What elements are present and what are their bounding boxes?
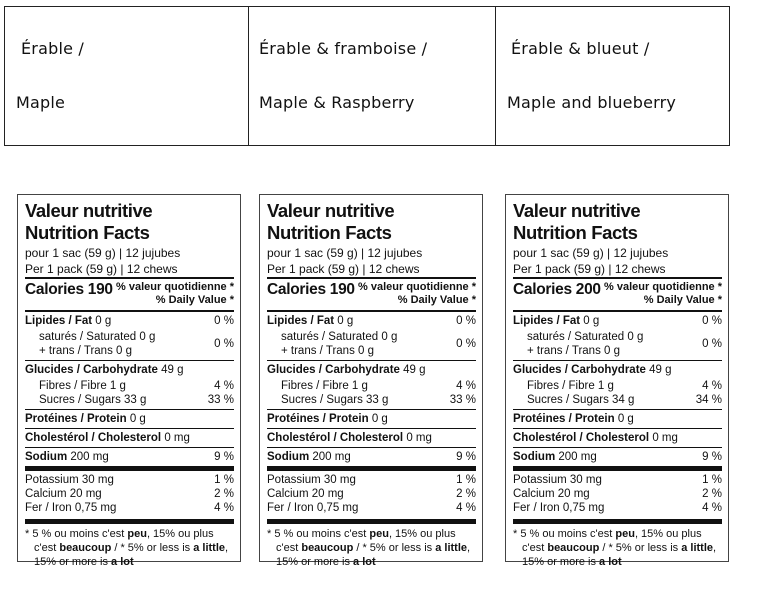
calcium-dv: 2 % <box>214 488 234 500</box>
calories-row <box>513 279 722 310</box>
sodium-dv: 9 % <box>214 451 234 463</box>
sodium-amount: 200 mg <box>558 451 597 463</box>
saturated-trans-dv: 0 % <box>456 338 476 350</box>
label-title-en: Nutrition Facts <box>267 222 392 243</box>
fat-amount: 0 g <box>95 315 112 327</box>
footnote-emph: a lot <box>111 556 134 568</box>
fat-label: Lipides / Fat <box>513 315 581 327</box>
protein-label: Protéines / Protein <box>513 413 615 425</box>
footnote-text: 15% or more is <box>522 556 600 568</box>
footnote-emph: peu <box>127 528 147 540</box>
carb-row <box>267 361 476 379</box>
footnote-emph: a lot <box>599 556 622 568</box>
calories: Calories 190 <box>267 281 355 298</box>
saturated-trans-row <box>513 330 722 358</box>
serving-en: Per 1 pack (59 g) | 12 chews <box>513 261 666 276</box>
calcium: Calcium 20 mg <box>267 488 344 500</box>
nutrition-label <box>259 194 483 568</box>
fibre: Fibres / Fibre 1 g <box>281 380 368 392</box>
fat-amount: 0 g <box>583 315 600 327</box>
serving-en: Per 1 pack (59 g) | 12 chews <box>267 261 420 276</box>
carb-amount: 49 g <box>161 364 184 376</box>
fibre-dv: 4 % <box>702 380 722 392</box>
flavor-name-en: Maple and blueberry <box>507 93 677 112</box>
potassium: Potassium 30 mg <box>513 474 602 486</box>
potassium-row <box>267 471 476 487</box>
serving-size <box>267 246 476 277</box>
sodium-label: Sodium <box>513 451 556 463</box>
sodium-amount: 200 mg <box>312 451 351 463</box>
saturated-fat: saturés / Saturated 0 g <box>527 331 644 343</box>
fibre: Fibres / Fibre 1 g <box>527 380 614 392</box>
protein-amount: 0 g <box>617 413 634 425</box>
footnote-text: , <box>467 542 471 554</box>
protein-label: Protéines / Protein <box>25 413 127 425</box>
footnote-text: c'est <box>34 542 60 554</box>
fat-label: Lipides / Fat <box>267 315 335 327</box>
fibre-dv: 4 % <box>214 380 234 392</box>
footnote-text: * 5 % ou moins c'est <box>25 528 128 540</box>
serving-en: Per 1 pack (59 g) | 12 chews <box>25 261 178 276</box>
footnote-emph: a little <box>193 542 226 554</box>
trans-fat: + trans / Trans 0 g <box>39 345 133 357</box>
flavor-name-en: Maple <box>16 93 66 112</box>
potassium-row <box>25 471 234 487</box>
cholesterol-label: Cholestérol / Cholesterol <box>513 432 650 444</box>
fat-row <box>25 312 234 330</box>
calcium-dv: 2 % <box>456 488 476 500</box>
label-title-fr: Valeur nutritive <box>513 200 641 221</box>
daily-value-header <box>358 281 476 306</box>
saturated-fat: saturés / Saturated 0 g <box>281 331 398 343</box>
fibre: Fibres / Fibre 1 g <box>39 380 126 392</box>
saturated-fat: saturés / Saturated 0 g <box>39 331 156 343</box>
calories-row <box>25 279 234 310</box>
carb-amount: 49 g <box>649 364 672 376</box>
cholesterol-amount: 0 mg <box>652 432 678 444</box>
cholesterol-label: Cholestérol / Cholesterol <box>25 432 162 444</box>
footnote-text: , <box>225 542 229 554</box>
dv-header-fr: % valeur quotidienne * <box>604 281 722 293</box>
carb-amount: 49 g <box>403 364 426 376</box>
carb-label: Glucides / Carbohydrate <box>513 364 646 376</box>
sugars-dv: 33 % <box>449 394 476 406</box>
sodium-dv: 9 % <box>702 451 722 463</box>
footnote-text: / * 5% or less is <box>599 542 682 554</box>
dv-header-en: % Daily Value * <box>397 293 476 306</box>
iron-dv: 4 % <box>702 502 722 514</box>
carb-row <box>513 361 722 379</box>
cholesterol-label: Cholestérol / Cholesterol <box>267 432 404 444</box>
sugars: Sucres / Sugars 33 g <box>281 394 389 406</box>
label-title-fr: Valeur nutritive <box>25 200 153 221</box>
protein-label: Protéines / Protein <box>267 413 369 425</box>
calories-row <box>267 279 476 310</box>
cholesterol-row <box>513 429 722 447</box>
fat-label: Lipides / Fat <box>25 315 93 327</box>
label-title-fr: Valeur nutritive <box>267 200 395 221</box>
iron-dv: 4 % <box>214 502 234 514</box>
sodium-amount: 200 mg <box>70 451 109 463</box>
footnote-text: , 15% ou plus <box>634 528 702 540</box>
daily-value-header <box>604 281 722 306</box>
potassium-row <box>513 471 722 487</box>
sugars-row <box>513 393 722 409</box>
footnote-emph: a lot <box>353 556 376 568</box>
iron: Fer / Iron 0,75 mg <box>267 502 359 514</box>
iron-dv: 4 % <box>456 502 476 514</box>
potassium-dv: 1 % <box>214 474 234 486</box>
footnote-text: c'est <box>522 542 548 554</box>
nutrition-label <box>505 194 729 568</box>
daily-value-header <box>116 281 234 306</box>
sodium-label: Sodium <box>267 451 310 463</box>
carb-row <box>25 361 234 379</box>
protein-amount: 0 g <box>129 413 146 425</box>
footnote-emph: beaucoup <box>59 542 112 554</box>
protein-row <box>267 410 476 428</box>
calcium-row <box>513 487 722 501</box>
calories: Calories 200 <box>513 281 601 298</box>
fat-dv: 0 % <box>456 315 476 327</box>
cholesterol-amount: 0 mg <box>406 432 432 444</box>
flavor-cell-maple <box>5 7 249 146</box>
footnote-emph: a little <box>435 542 468 554</box>
footnote-emph: a little <box>681 542 714 554</box>
carb-label: Glucides / Carbohydrate <box>25 364 158 376</box>
potassium: Potassium 30 mg <box>267 474 356 486</box>
cholesterol-amount: 0 mg <box>164 432 190 444</box>
sugars: Sucres / Sugars 33 g <box>39 394 147 406</box>
serving-fr: pour 1 sac (59 g) | 12 jujubes <box>267 246 423 260</box>
footnote-text: 15% or more is <box>276 556 354 568</box>
footnote-emph: beaucoup <box>547 542 600 554</box>
fibre-row <box>25 379 234 393</box>
saturated-trans-row <box>267 330 476 358</box>
flavor-cell-maple-blueberry <box>496 7 730 146</box>
footnote <box>513 524 722 569</box>
sodium-row <box>267 448 476 466</box>
footnote-emph: peu <box>615 528 635 540</box>
serving-size <box>513 246 722 277</box>
footnote-text: * 5 % ou moins c'est <box>267 528 370 540</box>
sugars-dv: 33 % <box>207 394 234 406</box>
calories: Calories 190 <box>25 281 113 298</box>
flavor-table <box>4 6 730 146</box>
sodium-row <box>25 448 234 466</box>
potassium: Potassium 30 mg <box>25 474 114 486</box>
calcium: Calcium 20 mg <box>513 488 590 500</box>
footnote-text: 15% or more is <box>34 556 112 568</box>
fat-amount: 0 g <box>337 315 354 327</box>
flavor-cell-maple-raspberry <box>249 7 496 146</box>
dv-header-fr: % valeur quotidienne * <box>116 281 234 293</box>
sugars-row <box>267 393 476 409</box>
iron-row <box>25 501 234 517</box>
trans-fat: + trans / Trans 0 g <box>527 345 621 357</box>
serving-fr: pour 1 sac (59 g) | 12 jujubes <box>25 246 181 260</box>
serving-size <box>25 246 234 277</box>
calcium-dv: 2 % <box>702 488 722 500</box>
sugars: Sucres / Sugars 34 g <box>527 394 635 406</box>
sodium-row <box>513 448 722 466</box>
footnote-emph: peu <box>369 528 389 540</box>
saturated-trans-dv: 0 % <box>214 338 234 350</box>
fat-dv: 0 % <box>214 315 234 327</box>
protein-amount: 0 g <box>371 413 388 425</box>
fat-dv: 0 % <box>702 315 722 327</box>
footnote-text: , <box>713 542 717 554</box>
iron-row <box>267 501 476 517</box>
fat-row <box>513 312 722 330</box>
label-title-en: Nutrition Facts <box>513 222 638 243</box>
flavor-name-en: Maple & Raspberry <box>259 93 415 112</box>
footnote-text: / * 5% or less is <box>111 542 194 554</box>
fat-row <box>267 312 476 330</box>
dv-header-en: % Daily Value * <box>155 293 234 306</box>
fibre-row <box>267 379 476 393</box>
sodium-dv: 9 % <box>456 451 476 463</box>
sodium-label: Sodium <box>25 451 68 463</box>
dv-header-en: % Daily Value * <box>643 293 722 306</box>
cholesterol-row <box>25 429 234 447</box>
sugars-dv: 34 % <box>695 394 722 406</box>
calcium-row <box>25 487 234 501</box>
cholesterol-row <box>267 429 476 447</box>
dv-header-fr: % valeur quotidienne * <box>358 281 476 293</box>
serving-fr: pour 1 sac (59 g) | 12 jujubes <box>513 246 669 260</box>
potassium-dv: 1 % <box>456 474 476 486</box>
iron: Fer / Iron 0,75 mg <box>25 502 117 514</box>
label-title-en: Nutrition Facts <box>25 222 150 243</box>
carb-label: Glucides / Carbohydrate <box>267 364 400 376</box>
footnote <box>25 524 234 569</box>
footnote <box>267 524 476 569</box>
flavor-name-fr: Érable & blueut / <box>511 39 650 58</box>
nutrition-label <box>17 194 241 568</box>
trans-fat: + trans / Trans 0 g <box>281 345 375 357</box>
footnote-text: / * 5% or less is <box>353 542 436 554</box>
fibre-row <box>513 379 722 393</box>
calcium: Calcium 20 mg <box>25 488 102 500</box>
saturated-trans-dv: 0 % <box>702 338 722 350</box>
calcium-row <box>267 487 476 501</box>
protein-row <box>25 410 234 428</box>
saturated-trans-row <box>25 330 234 358</box>
protein-row <box>513 410 722 428</box>
flavor-name-fr: Érable / <box>21 39 85 58</box>
footnote-text: , 15% ou plus <box>146 528 214 540</box>
footnote-emph: beaucoup <box>301 542 354 554</box>
sugars-row <box>25 393 234 409</box>
potassium-dv: 1 % <box>702 474 722 486</box>
fibre-dv: 4 % <box>456 380 476 392</box>
iron-row <box>513 501 722 517</box>
footnote-text: * 5 % ou moins c'est <box>513 528 616 540</box>
footnote-text: , 15% ou plus <box>388 528 456 540</box>
footnote-text: c'est <box>276 542 302 554</box>
flavor-name-fr: Érable & framboise / <box>259 39 428 58</box>
iron: Fer / Iron 0,75 mg <box>513 502 605 514</box>
